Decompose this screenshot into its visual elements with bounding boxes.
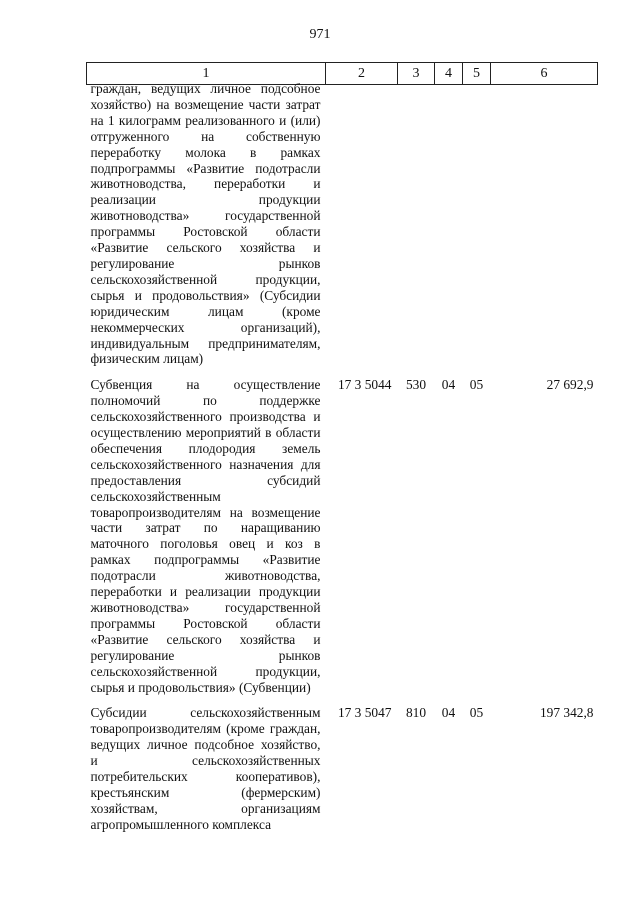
header-col-1: 1: [87, 63, 326, 85]
row-section: [435, 85, 463, 378]
row-expense-type: 810: [405, 705, 427, 721]
table-row: [87, 705, 598, 842]
budget-table: [86, 62, 598, 843]
row-target-code: [326, 85, 398, 378]
page-number: 971: [309, 27, 331, 42]
row-target-code: 17 3 5044: [337, 377, 392, 393]
header-col-2: 2: [326, 63, 398, 85]
row-subsection: [463, 85, 491, 378]
row-description-text: граждан, ведущих личное подсобное хозяйство) на возмещение части затрат на 1 килограмм реализованного и (или) отгруженного на собственную переработку молока в рамках подпрограммы «Развитие подотрасли животноводства, переработки и реализации продукции животноводства» государственной программы Ростовской области «Развитие сельского хозяйства и регулирование рынков сельскохозяйственной продукции, сырья и продовольствия» (Субсидии юридическим лицам (кроме некоммерческих организаций), индивидуальным предпринимателям, физическим лицам): [90, 81, 321, 367]
row-amount: 27 692,9: [546, 377, 594, 393]
row-subsection: 05: [469, 705, 484, 721]
row-description: Субсидии сельскохозяйственным товаропроизводителям (кроме граждан, ведущих личное подсобное хозяйство, и сельскохозяйственных потребительских кооперативов), крестьянским (фермерским) хозяйствам, организациям агропромышленного комплекса: [90, 705, 321, 832]
header-col-4: 4: [435, 63, 463, 85]
header-col-3: 3: [398, 63, 435, 85]
row-amount: 197 342,8: [539, 705, 594, 721]
row-expense-type: 530: [405, 377, 427, 393]
row-amount: [491, 85, 598, 378]
row-description: [87, 81, 326, 378]
header-col-6: 6: [491, 63, 598, 85]
row-section: 04: [441, 705, 456, 721]
row-expense-type: [398, 85, 435, 378]
table-row: [87, 85, 598, 378]
row-subsection: 05: [469, 377, 484, 393]
header-col-5: 5: [463, 63, 491, 85]
table-row: [87, 377, 598, 705]
row-target-code: 17 3 5047: [337, 705, 392, 721]
row-section: 04: [441, 377, 456, 393]
row-description: Субвенция на осуществление полномочий по поддержке сельскохозяйственного производства и осуществлению мероприятий в области обеспечения плодородия земель сельскохозяйственного назначения для предоставления субсидий сельскохозяйственным товаропроизводителям на возмещение части затрат по наращиванию маточного поголовья овец и коз в рамках подпрограммы «Развитие подотрасли животноводства, переработки и реализации продукции животноводства» государственной программы Ростовской области «Развитие сельского хозяйства и регулирование рынков сельскохозяйственной продукции, сырья и продовольствия» (Субвенции): [90, 377, 321, 695]
